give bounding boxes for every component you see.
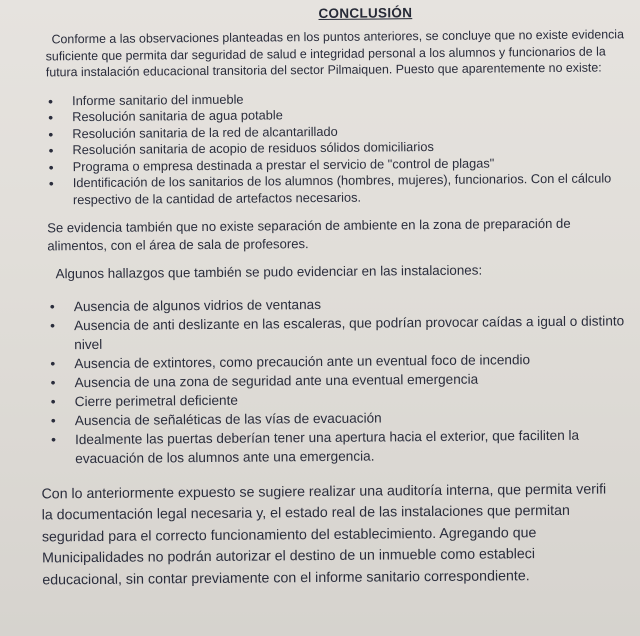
intro-paragraph: Conforme a las observaciones planteadas en los puntos anteriores, se concluye que no existe evidencia suficiente que permita dar seguridad de salud e integridad personal a los alumnos y funcionarios de la futura instalación educacional transitoria del sector Pilmaiquen. Puesto que aparentemente no existe: xyxy=(45,27,624,80)
list-item: • Ausencia de algunos vidrios de ventanas xyxy=(40,292,636,316)
list-item: • Ausencia de señaléticas de las vías de evacuación xyxy=(41,406,637,430)
conclusion-line: Con lo anteriormente expuesto se sugiere realizar una auditoría interna, que permita verifi xyxy=(41,481,607,503)
separation-paragraph: Se evidencia también que no existe separación de ambiente en la zona de preparación de alimentos, con el área de sala de profesores. xyxy=(47,215,571,254)
conclusion-line: educacional, sin contar previamente con el informe sanitario correspondiente. xyxy=(42,567,530,589)
list-item: • Ausencia de anti deslizante en las escaleras, que podrían provocar caídas a igual o distinto nivel xyxy=(40,311,636,354)
findings-list xyxy=(40,292,637,468)
list-item: • Ausencia de una zona de seguridad ante una eventual emergencia xyxy=(40,368,636,392)
list-item: • Informe sanitario del inmueble xyxy=(38,88,634,110)
page-title: CONCLUSIÓN xyxy=(318,5,413,22)
list-item: • Resolución sanitaria de la red de alcantarillado xyxy=(38,121,634,143)
list-item: • Cierre perimetral deficiente xyxy=(41,387,637,411)
list-item: • Resolución sanitaria de acopio de residuos sólidos domiciliarios xyxy=(38,138,634,160)
list-item: • Idealmente las puertas deberían tener una apertura hacia el exterior, que faciliten la evacuación de los alumnos ante una emergencia. xyxy=(41,425,637,468)
conclusion-line: la documentación legal necesaria y, el estado real de las instalaciones que permitan xyxy=(41,502,570,524)
conclusion-line: Municipalidades no podrán autorizar el destino de un inmueble como estableci xyxy=(42,546,536,567)
conclusion-line: seguridad para el correcto funcionamiento del establecimiento. Agregando que xyxy=(41,524,537,546)
list-item: • Identificación de los sanitarios de los alumnos (hombres, mujeres), funcionarios. Con el cálculo respectivo de la cantidad de artefactos necesarios. xyxy=(39,171,635,209)
list-item: • Ausencia de extintores, como precaución ante un eventual foco de incendio xyxy=(40,349,636,373)
findings-intro: Algunos hallazgos que también se pudo evidenciar en las instalaciones: xyxy=(55,262,483,281)
conclusion-paragraph xyxy=(41,479,640,592)
list-item: • Resolución sanitaria de agua potable xyxy=(38,104,634,126)
missing-documents-list xyxy=(38,88,635,209)
list-item: • Programa o empresa destinada a prestar el servicio de "control de plagas" xyxy=(39,154,635,176)
